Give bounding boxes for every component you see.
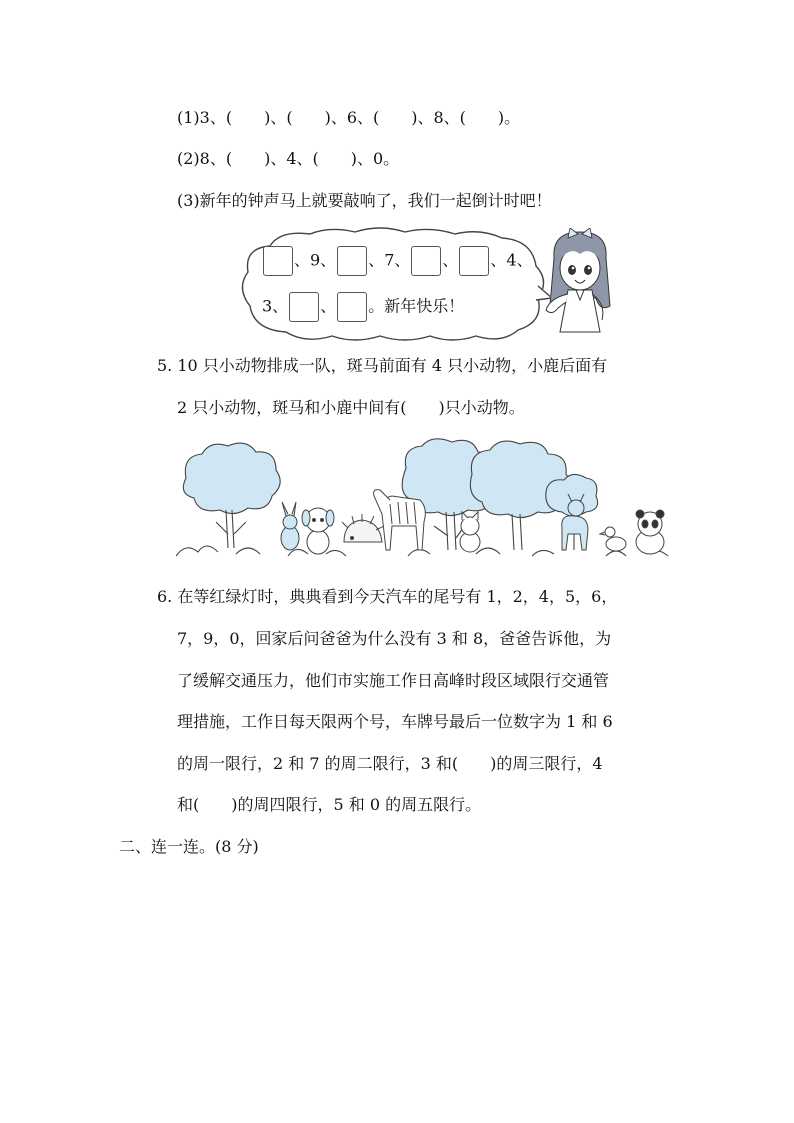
answer-box[interactable] [337, 292, 367, 322]
question-5-line-1: 5. 10 只小动物排成一队，斑马前面有 4 只小动物，小鹿后面有 [157, 356, 608, 375]
question-4-part-2: (2)8、( )、4、( )、0。 [177, 149, 400, 168]
question-6-line-6: 和( )的周四限行，5 和 0 的周五限行。 [177, 795, 482, 814]
cloud-shape [240, 226, 550, 344]
answer-box[interactable] [337, 246, 367, 276]
answer-box[interactable] [289, 292, 319, 322]
question-6-line-4: 理措施，工作日每天限两个号，车牌号最后一位数字为 1 和 6 [177, 712, 613, 731]
bubble-row-2: 3、 、 。新年快乐！ [262, 292, 464, 322]
bubble-row-1: 、9、 、7、 、 、4、 [262, 246, 533, 276]
question-6-line-1: 6. 在等红绿灯时，典典看到今天汽车的尾号有 1，2，4，5，6， [157, 587, 618, 606]
answer-box[interactable] [263, 246, 293, 276]
answer-box[interactable] [411, 246, 441, 276]
animals-trees-illustration [176, 438, 672, 562]
answer-box[interactable] [459, 246, 489, 276]
question-5-line-2: 2 只小动物，斑马和小鹿中间有( )只小动物。 [177, 398, 525, 417]
question-4-part-3: (3)新年的钟声马上就要敲响了，我们一起倒计时吧！ [177, 191, 552, 210]
section-2-heading: 二、连一连。(8 分) [119, 837, 259, 856]
speech-bubble [240, 226, 550, 344]
question-6-line-2: 7，9，0，回家后问爸爸为什么没有 3 和 8，爸爸告诉他，为 [177, 629, 612, 648]
question-6-line-5: 的周一限行，2 和 7 的周二限行，3 和( )的周三限行，4 [177, 754, 603, 773]
question-6-line-3: 了缓解交通压力，他们市实施工作日高峰时段区域限行交通管 [177, 671, 610, 690]
girl-illustration [540, 228, 620, 344]
question-4-part-1: (1)3、( )、( )、6、( )、8、( )。 [177, 108, 521, 127]
